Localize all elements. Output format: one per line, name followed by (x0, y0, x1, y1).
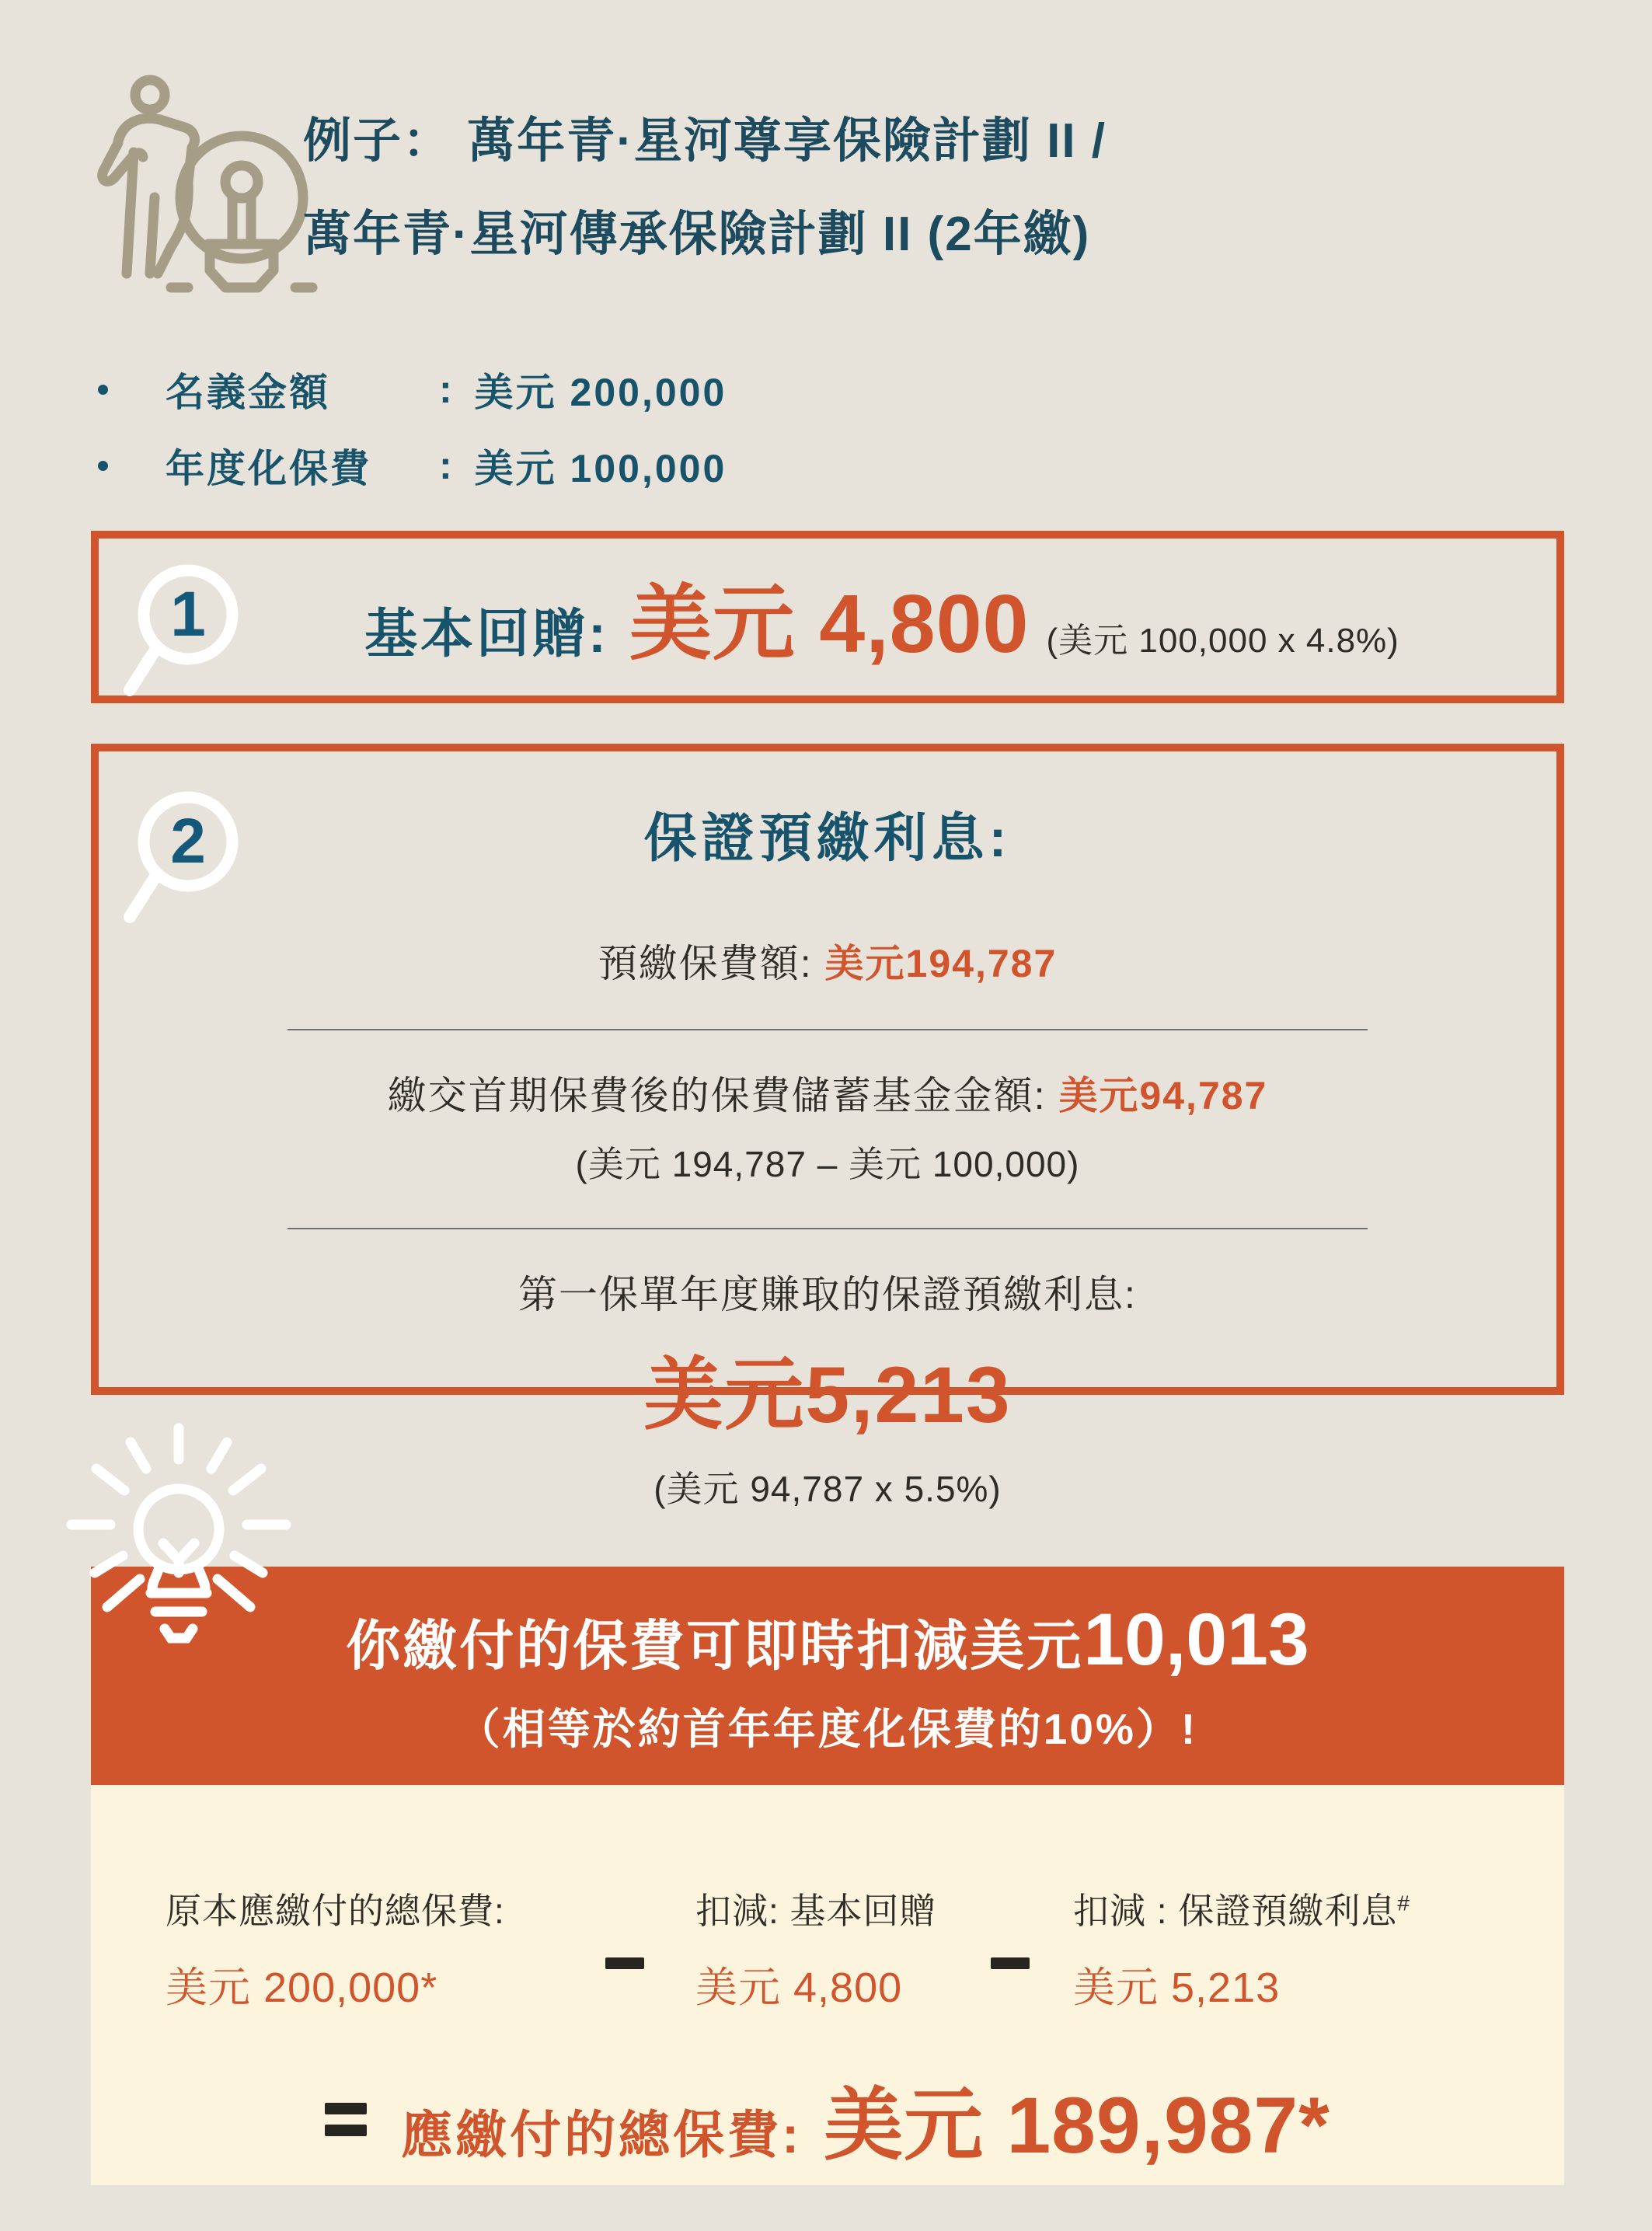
interest-value: 美元5,213 (643, 1351, 1012, 1439)
calc-item-basic-rebate (695, 1883, 991, 2014)
person-lightbulb-icon (71, 64, 333, 325)
bullet-dot-icon (98, 461, 108, 471)
interest-row-label: 第一保單年度賺取的保證預繳利息: (518, 1273, 1137, 1316)
page-title (303, 95, 1406, 281)
step1-heading: 基本回贈: (364, 605, 609, 664)
result-text (401, 2062, 1330, 2176)
calc-label: 扣減 : 保證預繳利息# (1073, 1891, 1410, 1931)
calc-value: 美元 200,000* (166, 1964, 438, 2011)
calc-label-sup: # (1397, 1891, 1410, 1916)
calc-item-guaranteed-interest (1073, 1883, 1410, 2014)
step1-value: 美元 4,800 (629, 578, 1030, 670)
magnifier-icon (119, 783, 259, 942)
banner-line1 (91, 1598, 1564, 1682)
result-label: 應繳付的總保費: (401, 2106, 803, 2163)
list-item (98, 351, 727, 427)
fact-colon: : (439, 368, 455, 411)
banner-line1-number: 10,013 (1083, 1598, 1309, 1681)
calc-label: 原本應繳付的總保費: (166, 1891, 505, 1931)
result-row (91, 2062, 1564, 2176)
fact-value: 美元 200,000 (474, 371, 727, 414)
divider (288, 1228, 1368, 1229)
calc-value: 美元 5,213 (1073, 1964, 1281, 2011)
divider (288, 1029, 1368, 1030)
equals-icon (325, 2103, 367, 2136)
row-label: 預繳保費額: (598, 942, 813, 985)
deposit-fund-formula: (美元 194,787 – 美元 100,000) (575, 1144, 1080, 1184)
step-number: 1 (170, 579, 206, 650)
page-title-line1: 例子： 萬年青·星河尊享保險計劃 II / (303, 114, 1107, 168)
key-facts-list (98, 351, 727, 504)
result-value: 美元 189,987* (824, 2081, 1330, 2170)
deposit-fund-row (99, 1065, 1556, 1121)
row-value: 美元194,787 (824, 942, 1058, 985)
step-number: 2 (170, 806, 206, 877)
bullet-dot-icon (98, 385, 108, 395)
calculation-row (166, 1883, 1564, 2014)
banner-line2: （相等於約首年年度化保費的10%）! (457, 1705, 1198, 1753)
fact-label: 年度化保費 (166, 447, 371, 490)
fact-value: 美元 100,000 (474, 447, 727, 490)
row-label: 繳交首期保費後的保費儲蓄基金金額: (387, 1074, 1047, 1117)
minus-icon (991, 1957, 1030, 1969)
calculation-panel (91, 1785, 1564, 2185)
calc-label: 扣減: 基本回贈 (695, 1891, 936, 1931)
calc-item-original-premium (166, 1883, 605, 2014)
step1-formula: (美元 100,000 x 4.8%) (1046, 622, 1399, 660)
row-value: 美元94,787 (1058, 1074, 1268, 1117)
step2-box (91, 744, 1564, 1509)
minus-icon (605, 1957, 644, 1969)
page-title-line2: 萬年青·星河傳承保險計劃 II (2年繳) (303, 207, 1091, 261)
prepaid-premium-row (99, 932, 1556, 988)
step2-title: 保證預繳利息: (643, 809, 1012, 868)
step1-box (91, 531, 1564, 703)
fact-colon: : (439, 444, 455, 487)
step1-content (364, 558, 1399, 676)
calc-value: 美元 4,800 (695, 1964, 903, 2011)
highlight-banner (91, 1567, 1564, 1785)
fact-label: 名義金額 (166, 371, 330, 414)
lightbulb-icon (62, 1421, 295, 1685)
list-item (98, 427, 727, 504)
magnifier-icon (119, 556, 259, 715)
banner-line1-text: 你繳付的保費可即時扣減美元 (346, 1616, 1084, 1676)
interest-formula: (美元 94,787 x 5.5%) (653, 1469, 1002, 1509)
